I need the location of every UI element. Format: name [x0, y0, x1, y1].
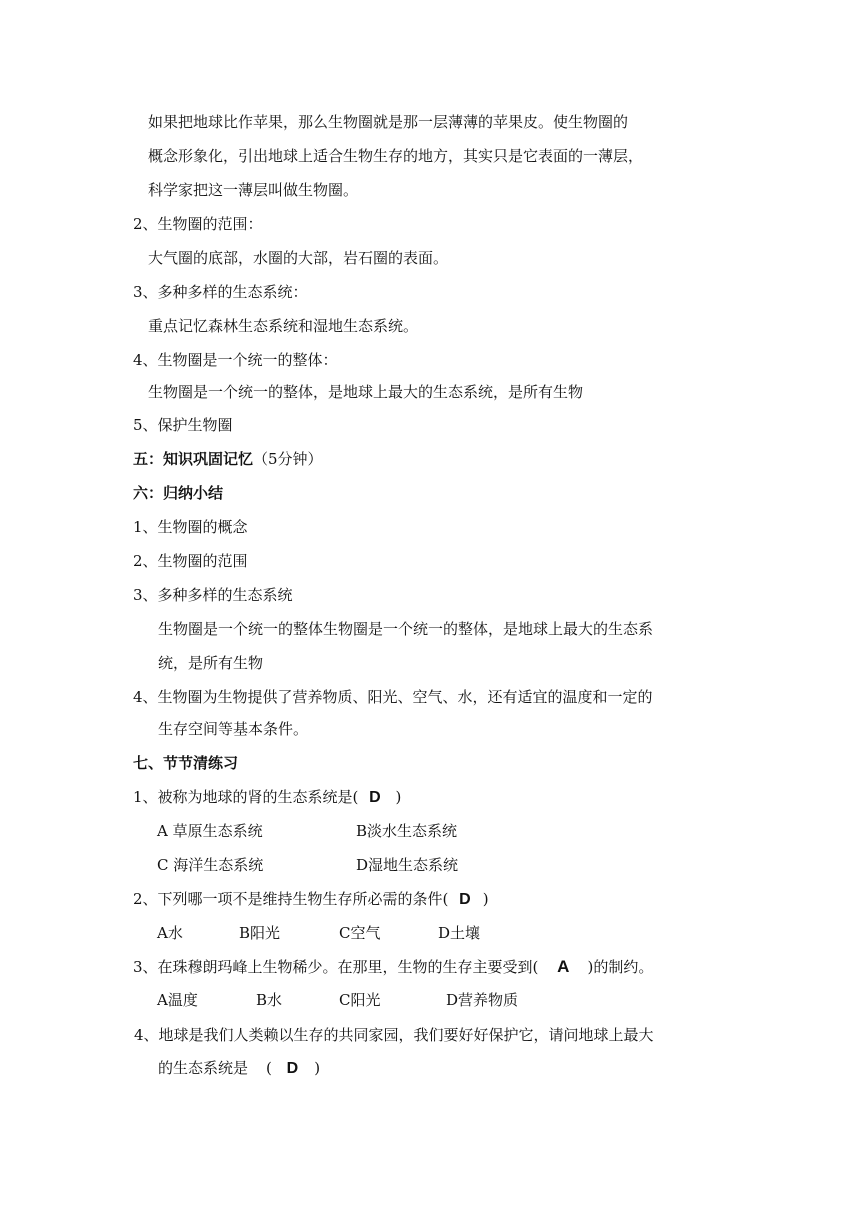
section-5-note: （5分钟）	[253, 450, 323, 468]
question-4-line-1: 4、地球是我们人类赖以生存的共同家园，我们要好好保护它，请问地球上最大	[134, 1026, 654, 1044]
summary-item-4-line-2: 生存空间等基本条件。	[158, 720, 309, 738]
question-4-line-2: 的生态系统是 ( D )	[158, 1057, 320, 1079]
question-3: 3、在珠穆朗玛峰上生物稀少。在那里，生物的生存主要受到( A )的制约。	[133, 957, 654, 976]
summary-item-4-line-1: 4、生物圈为生物提供了营养物质、阳光、空气、水，还有适宜的温度和一定的	[133, 688, 653, 706]
question-1-stem: 1、被称为地球的肾的生态系统是	[133, 788, 353, 806]
question-4-answer: D	[286, 1060, 299, 1077]
point-heading-range: 2、生物圈的范围：	[133, 215, 263, 233]
question-3-option-b: B水	[256, 991, 283, 1009]
summary-item-3-body-line-1: 生物圈是一个统一的整体生物圈是一个统一的整体，是地球上最大的生态系	[158, 620, 654, 638]
question-1-option-c: C 海洋生态系统	[157, 856, 264, 874]
section-7-title: 七、节节清练习	[133, 754, 239, 772]
section-5-heading	[133, 448, 323, 470]
question-1-option-b: B淡水生态系统	[356, 822, 458, 840]
summary-item-1: 1、生物圈的概念	[133, 518, 248, 536]
question-3-stem: 3、在珠穆朗玛峰上生物稀少。在那里，生物的生存主要受到	[133, 958, 533, 976]
summary-item-3-body-line-2: 统，是所有生物	[158, 654, 264, 672]
intro-line-1: 如果把地球比作苹果，那么生物圈就是那一层薄薄的苹果皮。使生物圈的	[148, 113, 629, 131]
question-2-option-d: D土壤	[438, 924, 481, 942]
question-1-answer: D	[369, 789, 381, 806]
point-heading-ecosystems: 3、多种多样的生态系统：	[133, 283, 308, 301]
question-1-option-d: D湿地生态系统	[356, 856, 459, 874]
question-3-option-d: D营养物质	[446, 991, 519, 1009]
point-heading-protect: 5、保护生物圈	[133, 416, 233, 434]
question-3-tail: 的制约。	[593, 958, 654, 976]
point-heading-whole: 4、生物圈是一个统一的整体：	[133, 351, 338, 369]
question-3-option-a: A温度	[157, 991, 198, 1009]
summary-item-2: 2、生物圈的范围	[133, 552, 248, 570]
question-4-stem: 的生态系统是	[158, 1059, 249, 1077]
question-3-answer: A	[557, 957, 570, 976]
summary-item-3: 3、多种多样的生态系统	[133, 586, 293, 604]
question-2-answer: D	[459, 891, 471, 908]
question-2: 2、下列哪一项不是维持生物生存所必需的条件( D )	[133, 888, 489, 910]
point-body-range: 大气圈的底部，水圈的大部，岩石圈的表面。	[148, 249, 449, 267]
point-body-ecosystems: 重点记忆森林生态系统和湿地生态系统。	[148, 317, 419, 335]
section-6-title: 六：归纳小结	[133, 484, 224, 502]
question-2-option-a: A水	[157, 924, 183, 942]
question-3-option-c: C阳光	[339, 991, 381, 1009]
point-body-whole: 生物圈是一个统一的整体，是地球上最大的生态系统，是所有生物	[148, 383, 584, 401]
question-1-option-a: A 草原生态系统	[157, 822, 263, 840]
question-2-stem: 2、下列哪一项不是维持生物生存所必需的条件	[133, 890, 443, 908]
question-2-option-c: C空气	[339, 924, 381, 942]
intro-line-3: 科学家把这一薄层叫做生物圈。	[148, 181, 359, 199]
intro-line-2: 概念形象化，引出地球上适合生物生存的地方，其实只是它表面的一薄层，	[148, 147, 644, 165]
question-1: 1、被称为地球的肾的生态系统是( D )	[133, 786, 401, 808]
question-2-option-b: B阳光	[239, 924, 281, 942]
section-5-title: 五：知识巩固记忆	[133, 450, 254, 468]
